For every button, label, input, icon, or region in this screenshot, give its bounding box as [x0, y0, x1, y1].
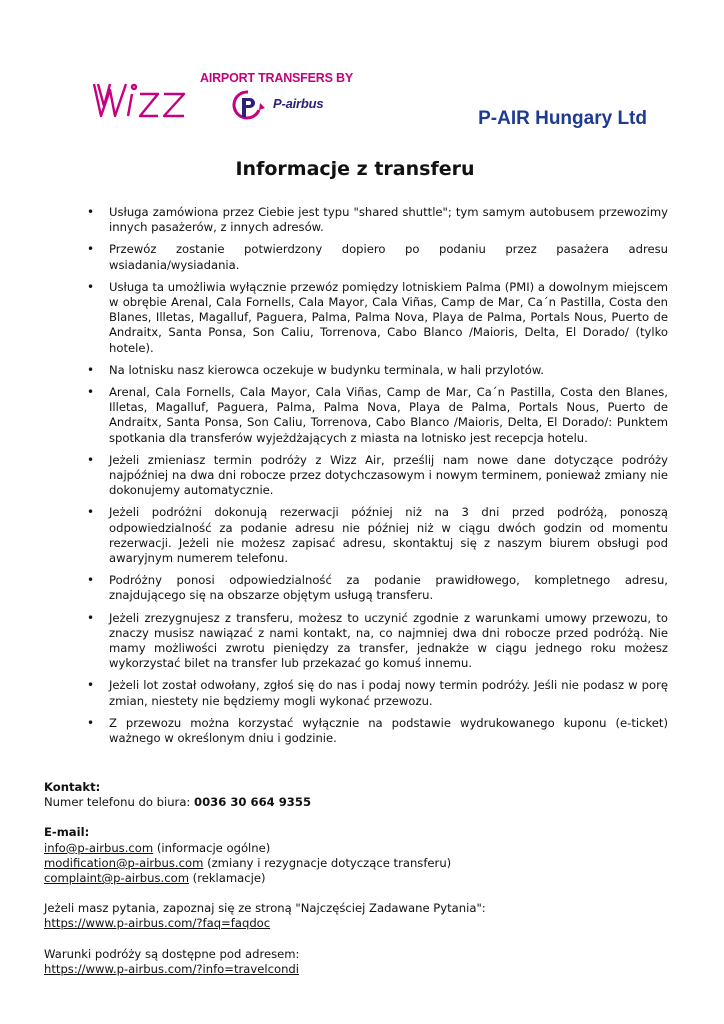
list-item: • Jeżeli zrezygnujesz z transferu, możesz to uczynić zgodnie z warunkami umowy przewozu, to znaczy musisz nawiązać z nami kontakt, na, co najmniej dwa dni robocze przed podróżą. Nie mamy możliwości zwrotu pieniędzy za transfer, jednakże w ciągu jednego roku możesz wykorzystać bilet na transfer lub przekazać go komuś innemu. [80, 611, 668, 672]
list-item: • Podróżny ponosi odpowiedzialność za podanie prawidłowego, kompletnego adresu, znajdującego się na obszarze objętym usługą transferu. [80, 573, 668, 603]
list-item: • Usługa zamówiona przez Ciebie jest typu "shared shuttle"; tym samym autobusem przewozimy innych pasażerów, z innych adresów. [80, 205, 668, 235]
faq-link[interactable]: https://www.p-airbus.com/?faq=faqdoc [44, 916, 271, 931]
email-link-info[interactable]: info@p-airbus.com [44, 840, 154, 855]
list-item: • Jeżeli podróżni dokonują rezerwacji później niż na 3 dni przed podróżą, ponoszą odpowiedzialność za podanie adresu nie później niż w ciągu dwóch godzin od momentu rezerwacji. Jeżeli nie możesz zapisać adresu, skontaktuj się z naszym biurem obsługi pod awaryjnym numerem telefonu. [80, 505, 668, 566]
phone-label: Numer telefonu do biura: [44, 795, 191, 810]
list-item: • Arenal, Cala Fornells, Cala Mayor, Cala Viñas, Camp de Mar, Ca´n Pastilla, Costa den Blanes, Illetas, Magalluf, Paguera, Palma, Palma Nova, Playa de Palma, Portals Nous, Puerto de Andraitx, Santa Ponsa, Son Caliu, Torrenova, Cabo Blanco /Maioris, Delta, El Dorado/: Punktem spotkania dla transferów wyjeżdżających z miasta na lotnisko jest recepcja hotelu. [80, 385, 668, 446]
list-item: • Jeżeli zmieniasz termin podróży z Wizz Air, prześlij nam nowe dane dotyczące podróży najpóźniej na dwa dni robocze przez dotychczasowym i nowym terminem, ponieważ zmiany nie dokonujemy automatycznie. [80, 453, 668, 499]
email-heading: E-mail: [44, 825, 90, 840]
list-item: • Jeżeli lot został odwołany, zgłoś się do nas i podaj nowy termin podróży. Jeśli nie podasz w porę zmian, niestety nie będziemy mogli wykonać przewozu. [80, 678, 668, 708]
email-link-modification[interactable]: modification@p-airbus.com [44, 855, 204, 870]
email-note: (zmiany i rezygnacje dotyczące transferu) [207, 855, 452, 870]
travel-conditions-link[interactable]: https://www.p-airbus.com/?info=travelcondi [44, 961, 299, 976]
email-note: (reklamacje) [192, 871, 266, 886]
company-name: P-AIR Hungary Ltd [478, 108, 647, 129]
phone-number: 0036 30 664 9355 [194, 795, 312, 810]
list-item: • Usługa ta umożliwia wyłącznie przewóz pomiędzy lotniskiem Palma (PMI) a dowolnym miejscem w obrębie Arenal, Cala Fornells, Cala Mayor, Cala Viñas, Camp de Mar, Ca´n Pastilla, Costa den Blanes, Illetas, Magalluf, Paguera, Palma, Palma Nova, Playa de Palma, Portals Nous, Puerto de Andraitx, Santa Ponsa, Son Caliu, Torrenova, Cabo Blanco /Maioris, Delta, El Dorado/ (tylko hotele). [80, 280, 668, 356]
info-list [80, 205, 668, 753]
list-item: • Przewóz zostanie potwierdzony dopiero po podaniu przez pasażera adresu wsiadania/wysiadania. [80, 242, 668, 272]
airport-transfers-tagline: AIRPORT TRANSFERS BY [200, 71, 353, 85]
faq-text: Jeżeli masz pytania, zapoznaj się ze stroną "Najczęściej Zadawane Pytania": [44, 901, 486, 916]
contact-section [44, 780, 684, 977]
wizz-logo [88, 76, 192, 122]
contact-heading: Kontakt: [44, 780, 101, 794]
email-note: (informacje ogólne) [156, 840, 271, 855]
list-item: • Z przewozu można korzystać wyłącznie na podstawie wydrukowanego kuponu (e-ticket) ważnego w określonym dniu i godzinie. [80, 716, 668, 746]
conditions-text: Warunki podróży są dostępne pod adresem: [44, 946, 300, 961]
document-title: Informacje z transferu [235, 158, 475, 180]
email-link-complaint[interactable]: complaint@p-airbus.com [44, 871, 189, 886]
list-item: • Na lotnisku nasz kierowca oczekuje w budynku terminala, w hali przylotów. [80, 363, 668, 378]
pairbus-wordmark: P-airbus [273, 96, 324, 111]
